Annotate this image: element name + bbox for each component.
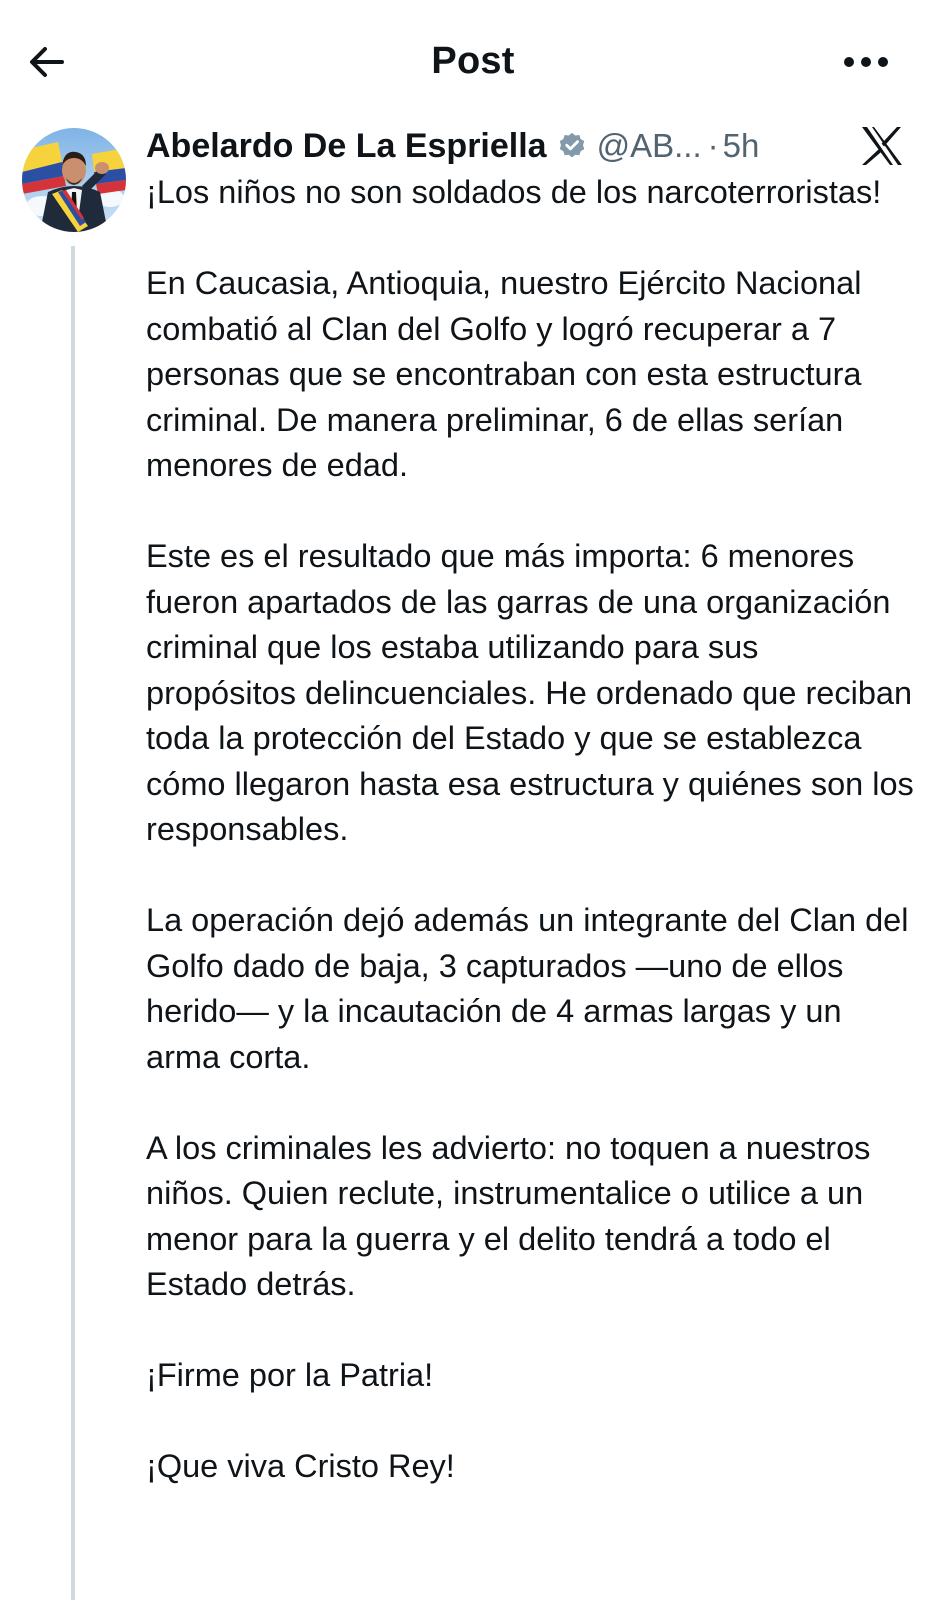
more-options-button[interactable]: [836, 40, 896, 84]
post-paragraph: ¡Los niños no son soldados de los narcoterroristas!: [146, 174, 882, 210]
more-horizontal-icon: [843, 56, 889, 68]
post-text: [146, 170, 916, 1490]
author-handle[interactable]: @AB...: [596, 127, 702, 164]
thread-line: [71, 246, 75, 1600]
profile-photo: [22, 128, 126, 232]
page-title: Post: [431, 40, 515, 82]
avatar[interactable]: [22, 128, 126, 232]
top-bar: [0, 0, 946, 120]
post-paragraph: Este es el resultado que más importa: 6 menores fueron apartados de las garras de una organización criminal que los estaba utilizando para sus propósitos delincuenciales. He ordenado que reciban toda la protección del Estado y que se establezca cómo llegaron hasta esa estructura y quiénes son los responsables.: [146, 538, 914, 847]
post-paragraph: A los criminales les advierto: no toquen a nuestros niños. Quien reclute, instrumentalice o utilice a un menor para la guerra y el delito tendrá a todo el Estado detrás.: [146, 1129, 871, 1302]
x-logo-icon: [860, 124, 904, 168]
post-paragraph: ¡Que viva Cristo Rey!: [146, 1448, 455, 1484]
meta-separator: ·: [707, 127, 719, 164]
author-name[interactable]: Abelardo De La Espriella: [146, 126, 547, 165]
author-row: [146, 124, 759, 168]
post-timestamp[interactable]: 5h: [722, 127, 760, 164]
post-paragraph: En Caucasia, Antioquia, nuestro Ejército Nacional combatió al Clan del Golfo y logró recuperar a 7 personas que se encontraban con esta estructura criminal. De manera preliminar, 6 de ellas serían menores de edad.: [146, 265, 862, 483]
post-paragraph: ¡Firme por la Patria!: [146, 1357, 434, 1393]
verified-badge-icon: [557, 131, 587, 161]
post-paragraph: La operación dejó además un integrante del Clan del Golfo dado de baja, 3 capturados —uno de ellos herido— y la incautación de 4 armas largas y un arma corta.: [146, 902, 909, 1075]
